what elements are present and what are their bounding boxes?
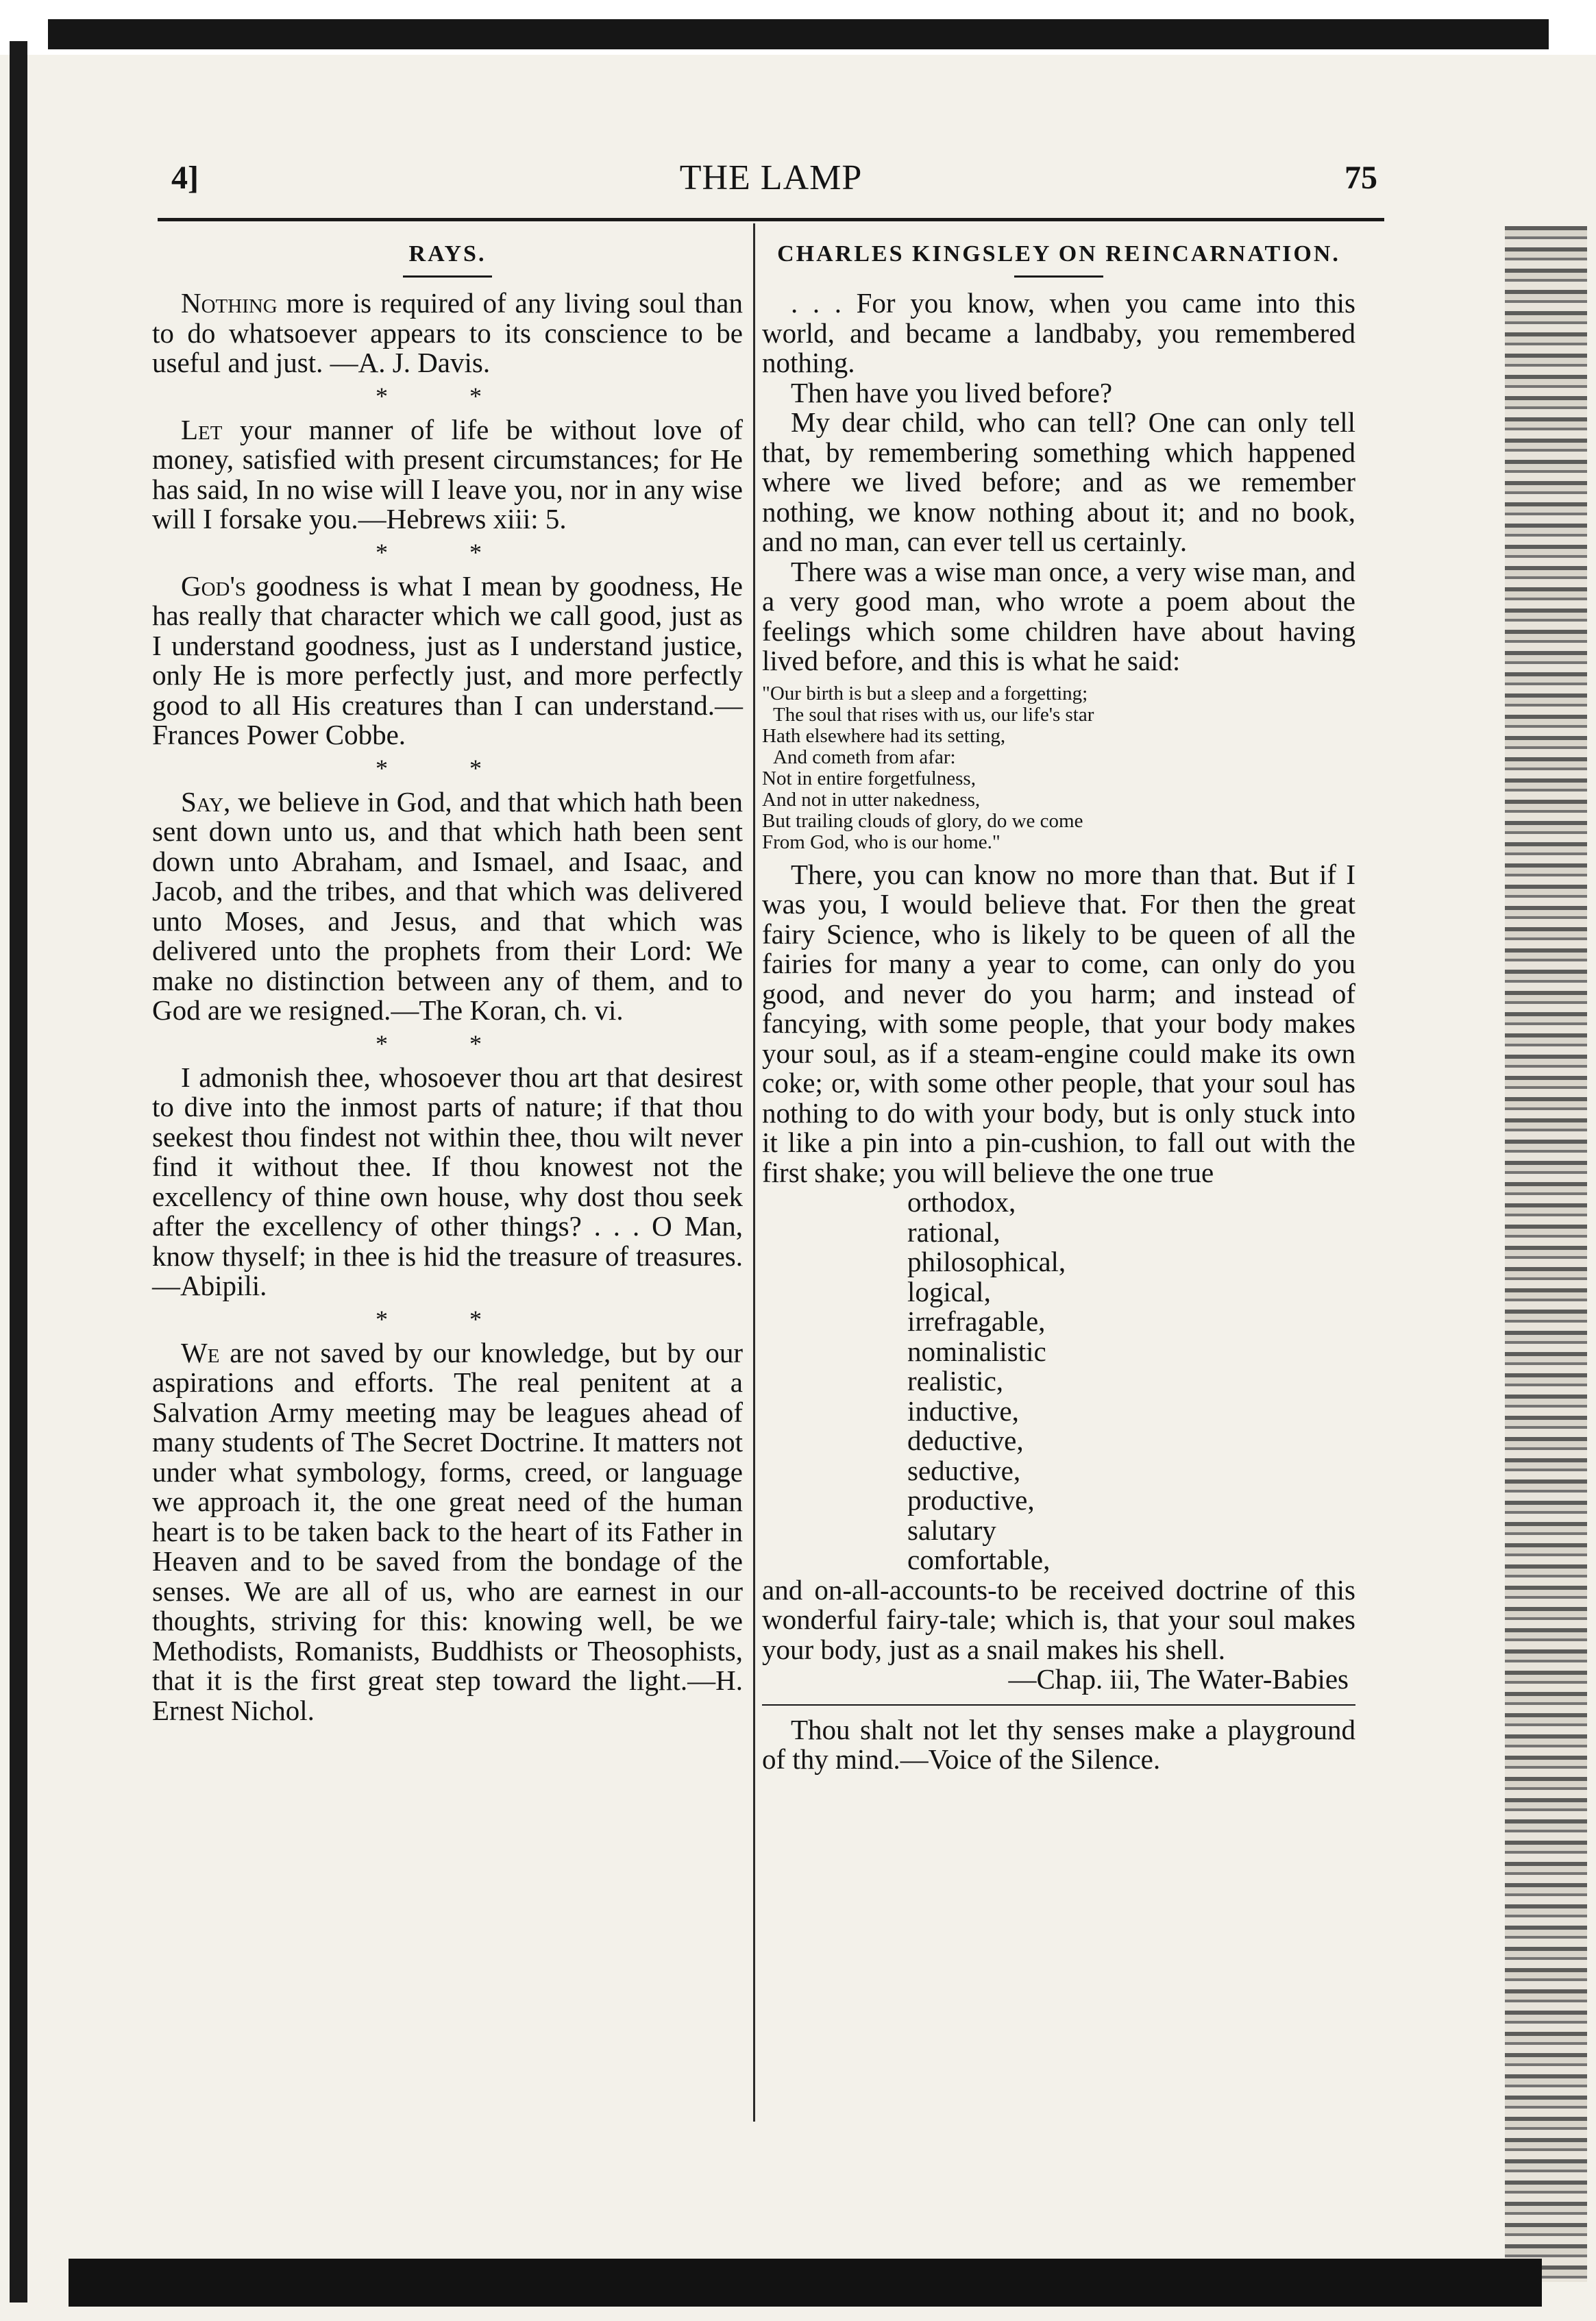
page-number: 75	[1345, 160, 1377, 196]
poem-line: Not in entire forgetfulness,	[762, 767, 976, 789]
scan-left-edge	[10, 41, 27, 2302]
journal-title: THE LAMP	[679, 158, 863, 197]
poem-line: And cometh from afar:	[773, 746, 956, 768]
separator-stars: * *	[376, 754, 519, 782]
ray-text: goodness is what I mean by goodness, He has really that character which we call good, just as I understand goodness, just as I understand justice, only He is more perfectly just, and more perfectly good to all His creatures than I can understand.—Frances Power Cobbe.	[152, 569, 743, 750]
column-divider	[753, 223, 755, 2122]
section-rule	[762, 1704, 1355, 1706]
adjective-item: comfortable,	[907, 1544, 1051, 1575]
ray-text: more is required of any living soul than to do whatsoever appears to its conscience to be useful and just. —A. J. Davis.	[152, 287, 743, 378]
poem-line: Hath elsewhere had its setting,	[762, 724, 1006, 747]
poem-line: The soul that rises with us, our life's star	[773, 703, 1094, 726]
ray-lead: We	[181, 1336, 220, 1368]
left-column	[152, 240, 743, 1726]
adjective-item: nominalistic	[907, 1335, 1046, 1367]
header-left-mark: 4]	[171, 160, 199, 196]
ray-item	[152, 787, 743, 1026]
body-paragraph: There, you can know no more than that. But if I was you, I would believe that. For then the great fairy Science, who is likely to be queen of all the fairies for many a year to come, can only do you good, and never do you harm; and instead of fancying, with some people, that your body makes your soul, as if a steam-engine could make its own coke; or, with some other people, that your soul has nothing to do with your body, but is only stuck into it like a pin into a pin-cushion, to fall out with the first shake; you will believe the one true	[762, 858, 1355, 1188]
poem-line: But trailing clouds of glory, do we come	[762, 809, 1083, 832]
ray-item	[152, 1063, 743, 1301]
body-paragraph: . . . For you know, when you came into this world, and became a landbaby, you remembered nothing.	[762, 287, 1355, 378]
poem-quote	[762, 683, 1355, 853]
adjective-item: philosophical,	[907, 1246, 1066, 1277]
body-paragraph: There was a wise man once, a very wise man, and a very good man, who wrote a poem about the feelings which some children have about having lived before, and this is what he said:	[762, 555, 1355, 676]
ray-lead: Say,	[181, 785, 231, 818]
rays-heading: RAYS.	[408, 241, 487, 267]
ray-lead: God's	[181, 569, 247, 602]
body-paragraph: and on-all-accounts-to be received doctrine of this wonderful fairy-tale; which is, that your soul makes your body, just as a snail makes his shell.	[762, 1573, 1355, 1665]
scan-bottom-border	[69, 2259, 1542, 2307]
right-column	[762, 240, 1355, 1775]
ray-item	[152, 415, 743, 535]
ray-text: we believe in God, and that which hath been sent down unto us, and that which hath been sent down unto Abraham, and Ismael, and Isaac, and Jacob, and the tribes, and that which was delivered unto Moses, and Jesus, and that which was delivered unto the prophets from their Lord: We make no distinction between any of them, and to God are we resigned.—The Koran, ch. vi.	[152, 785, 743, 1026]
adjective-item: productive,	[907, 1484, 1035, 1516]
adjective-item: seductive,	[907, 1454, 1021, 1486]
poem-line: And not in utter nakedness,	[762, 788, 981, 811]
adjective-item: salutary	[907, 1514, 996, 1546]
ray-item	[152, 288, 743, 378]
separator-stars: * *	[376, 382, 519, 410]
poem-line: "Our birth is but a sleep and a forgetting;	[762, 682, 1088, 704]
separator-stars: * *	[376, 538, 519, 566]
ray-lead: Let	[181, 413, 223, 445]
closing-quote: Thou shalt not let thy senses make a playground of thy mind.—Voice of the Silence.	[762, 1713, 1355, 1775]
page-header	[158, 152, 1384, 207]
ray-item	[152, 1338, 743, 1726]
adjective-item: inductive,	[907, 1395, 1019, 1427]
ray-text: are not saved by our knowledge, but by our aspirations and efforts. The real penitent at a Salvation Army meeting may be leagues ahead of many students of The Secret Doctrine. It matters not under what symbology, forms, creed, or language we approach it, the one great need of the human heart is to be taken back to the heart of its Father in Heaven and to be saved from the bondage of the senses. We are all of us, who are earnest in our thoughts, striving for this: knowing well, be we Methodists, Romanists, Buddhists or Theosophists, that it is the first great step toward the light.—H. Ernest Nichol.	[152, 1336, 743, 1726]
scan-right-edge-noise	[1505, 226, 1587, 2282]
poem-line: From God, who is our home."	[762, 831, 1000, 853]
kingsley-heading: CHARLES KINGSLEY ON REINCARNATION.	[777, 241, 1340, 267]
adjective-item: deductive,	[907, 1425, 1024, 1456]
attribution: —Chap. iii, The Water-Babies	[1008, 1663, 1349, 1695]
ray-text: your manner of life be without love of money, satisfied with present circumstances; for He has said, In no wise will I leave you, nor in any wise will I forsake you.—Hebrews xiii: 5.	[152, 413, 743, 535]
adjective-item: orthodox,	[907, 1186, 1016, 1218]
adjective-item: rational,	[907, 1216, 1000, 1248]
adjective-item: realistic,	[907, 1365, 1004, 1397]
heading-rule	[403, 275, 492, 278]
adjective-item: irrefragable,	[907, 1305, 1046, 1337]
heading-rule	[1014, 275, 1103, 278]
separator-stars: * *	[376, 1305, 519, 1333]
ray-item	[152, 569, 743, 750]
header-rule	[158, 218, 1384, 221]
adjective-list	[762, 1188, 1355, 1575]
body-paragraph: Then have you lived before?	[791, 376, 1113, 408]
ray-lead: Nothing	[181, 287, 278, 319]
separator-stars: * *	[376, 1029, 519, 1057]
scan-top-border	[48, 19, 1549, 49]
adjective-item: logical,	[907, 1275, 991, 1307]
body-paragraph: My dear child, who can tell? One can only tell that, by remembering something which happened where we lived before; and as we remember nothing, we know nothing about it; and no book, and no man, can ever tell us certainly.	[762, 406, 1355, 557]
ray-text: I admonish thee, whosoever thou art that desirest to dive into the inmost parts of nature; if that thou seekest thou findest not within thee, thou wilt never find it without thee. If thou knowest not the excellency of thine own house, why dost thou seek after the excellency of other things? . . . O Man, know thyself; in thee is hid the treasure of treasures.—Abipili.	[152, 1061, 743, 1301]
